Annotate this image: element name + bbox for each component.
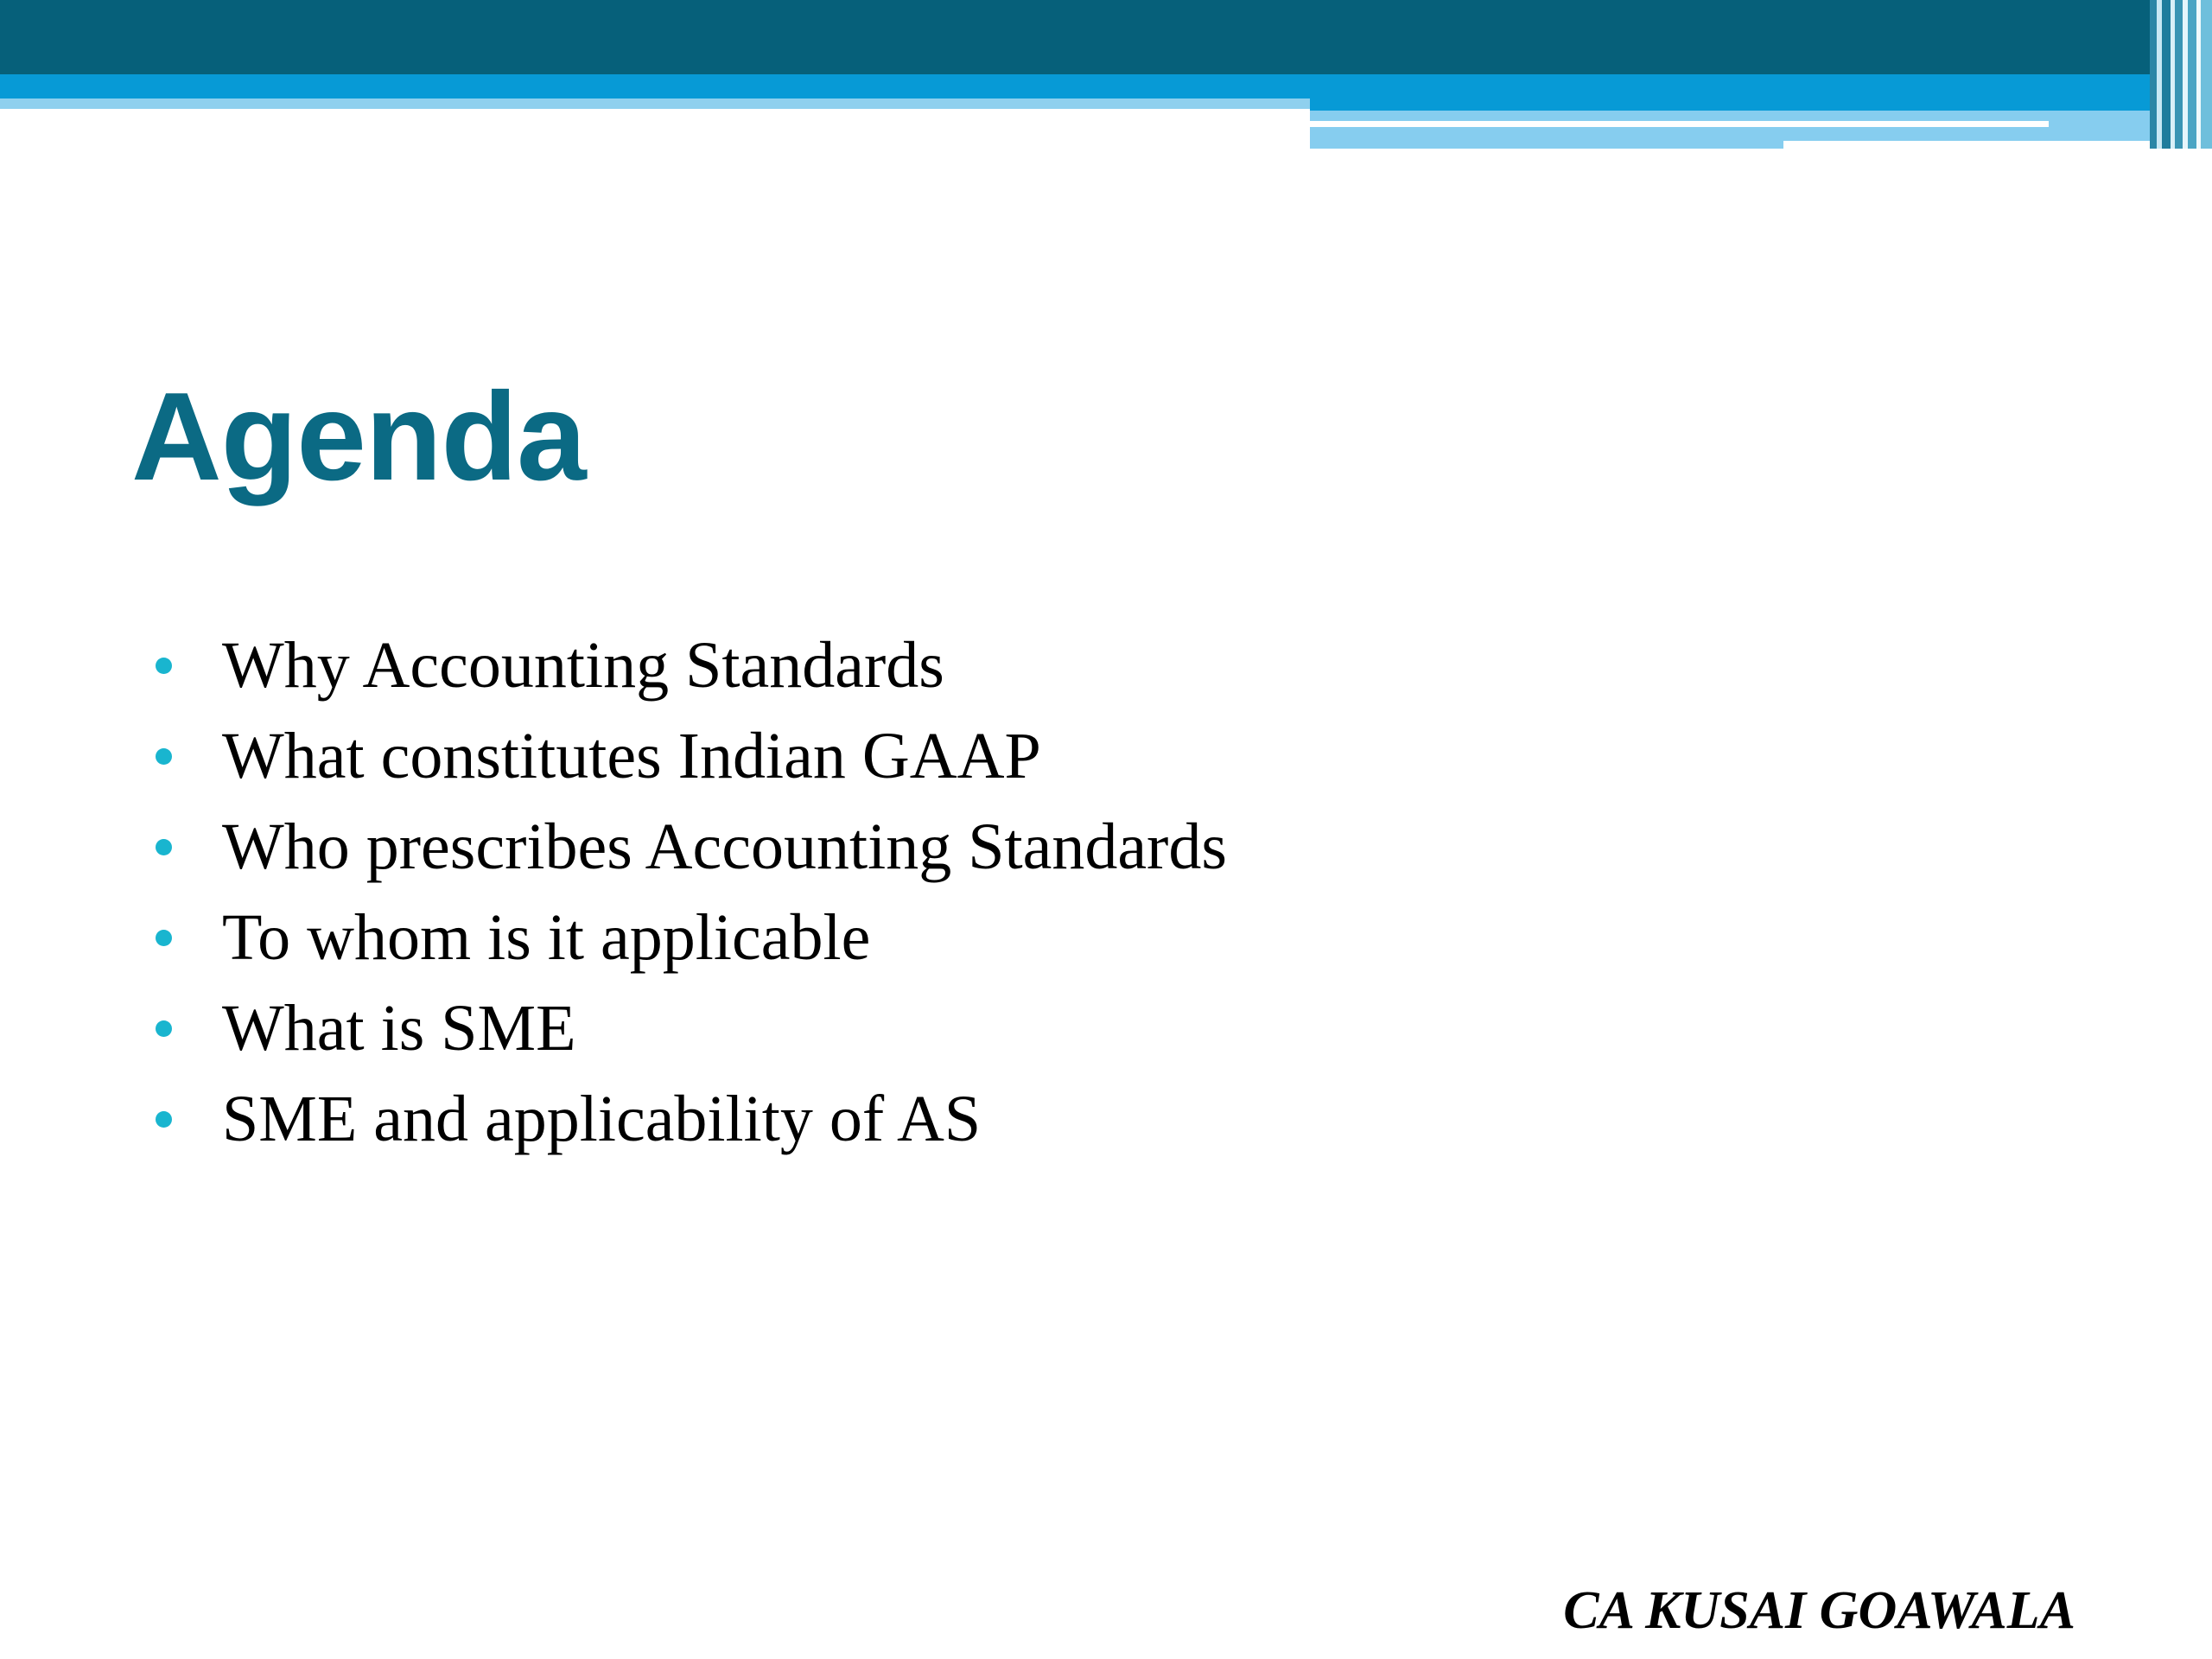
list-item-text: Why Accounting Standards — [222, 629, 944, 702]
list-item-text: To whom is it applicable — [222, 901, 871, 974]
slide-title: Agenda — [131, 366, 586, 506]
bullet-dot-icon — [156, 748, 172, 765]
list-item-text: SME and applicability of AS — [222, 1083, 982, 1155]
bullet-dot-icon — [156, 839, 172, 855]
list-item — [156, 620, 1227, 711]
list-item — [156, 1074, 1227, 1165]
header-dark-band — [0, 0, 2212, 74]
footer-author: CA KUSAI GOAWALA — [1563, 1581, 2075, 1640]
list-item — [156, 893, 1227, 983]
list-item — [156, 711, 1227, 802]
header-blue-band-right — [1310, 74, 2212, 111]
agenda-list — [156, 620, 1227, 1165]
header-white-line — [1310, 121, 2049, 127]
header-stripes — [2150, 0, 2212, 149]
bullet-dot-icon — [156, 1020, 172, 1037]
bullet-dot-icon — [156, 658, 172, 674]
header-white-line-lower — [1783, 141, 2212, 149]
list-item-text: What is SME — [222, 992, 576, 1065]
bullet-dot-icon — [156, 1111, 172, 1128]
bullet-dot-icon — [156, 930, 172, 946]
list-item — [156, 983, 1227, 1074]
header-light-band-left — [0, 99, 1310, 109]
list-item-text: Who prescribes Accounting Standards — [222, 810, 1227, 883]
list-item — [156, 802, 1227, 893]
header-blue-band-left — [0, 74, 1310, 99]
list-item-text: What constitutes Indian GAAP — [222, 720, 1041, 792]
